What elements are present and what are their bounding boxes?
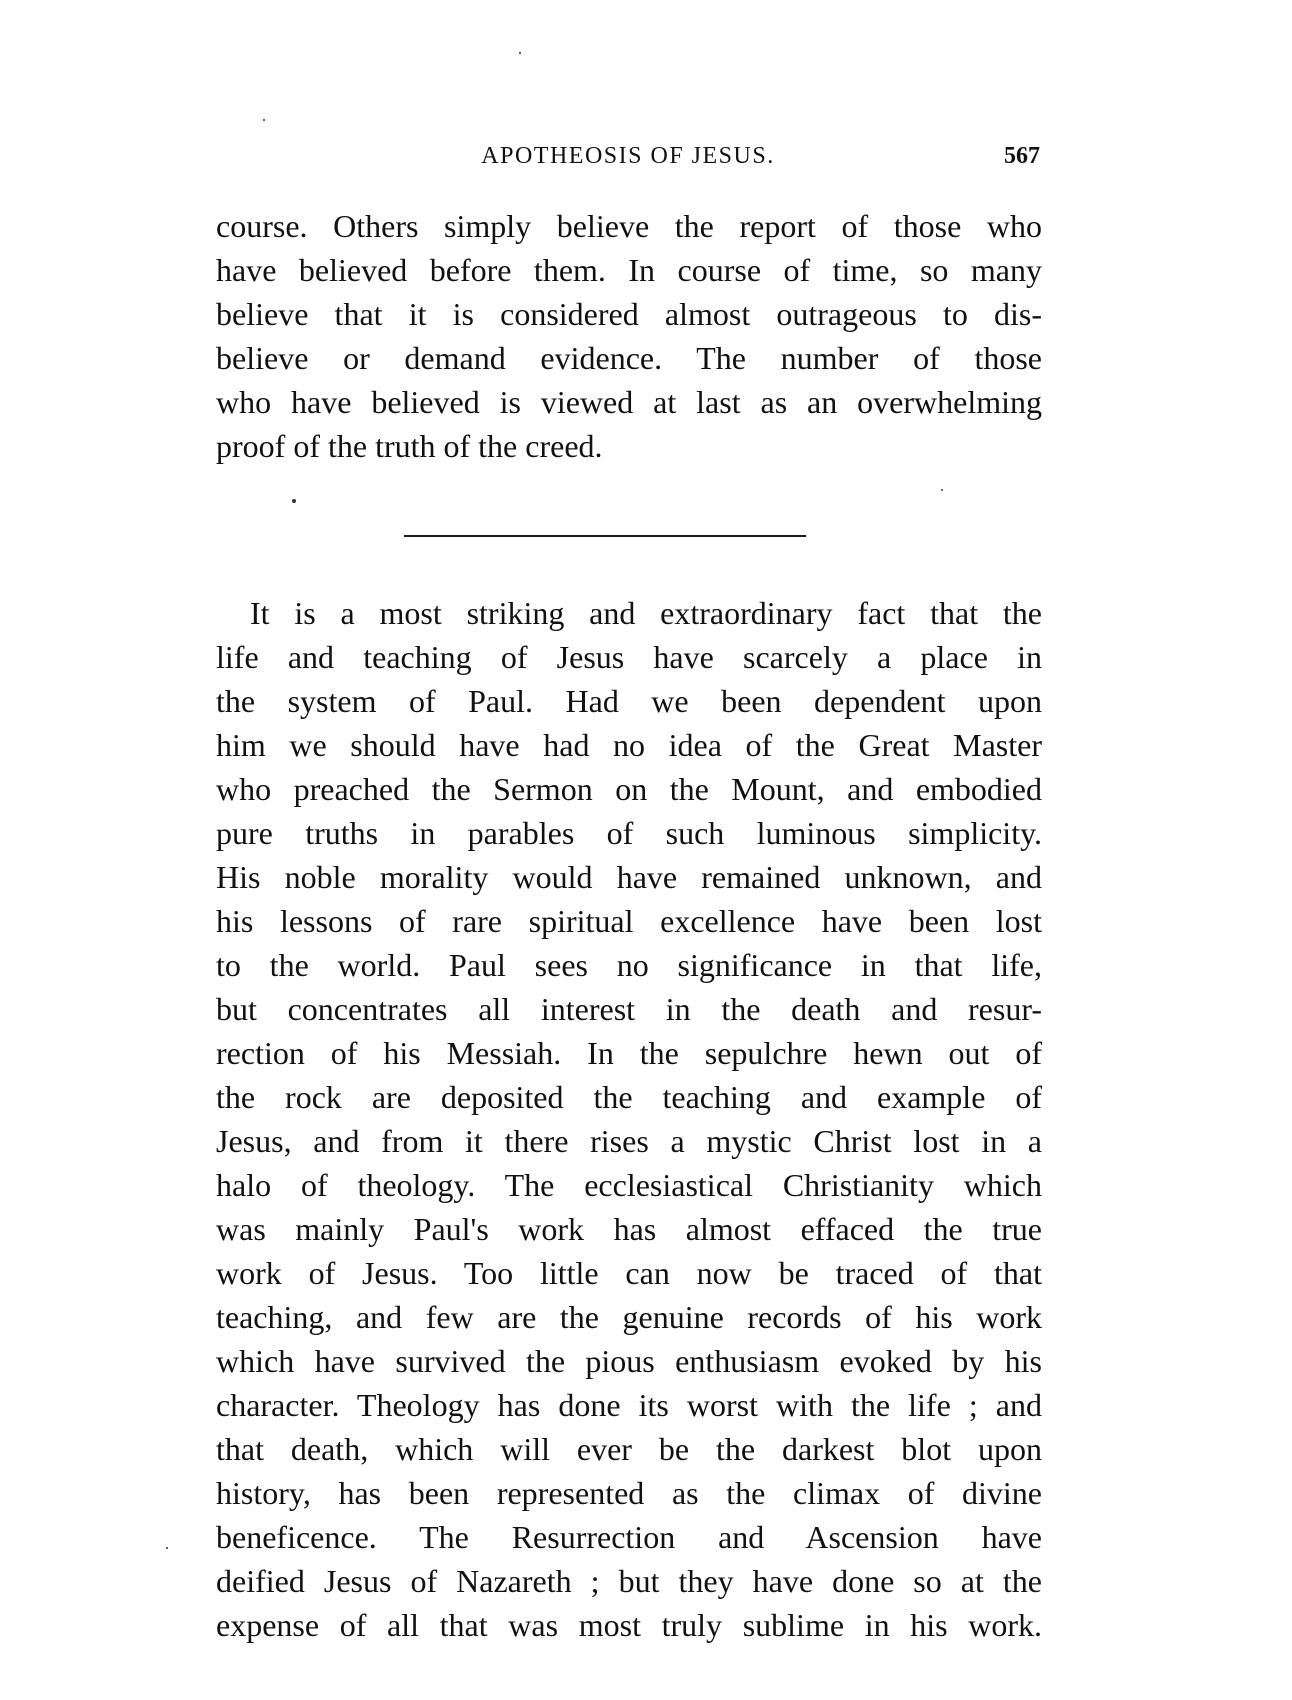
text-line: pure truths in parables of such luminous simplicity. bbox=[216, 815, 1042, 851]
text-line: which have survived the pious enthusiasm evoked by his bbox=[216, 1343, 1042, 1379]
text-line: was mainly Paul's work has almost effaced the true bbox=[216, 1211, 1042, 1247]
text-line: who preached the Sermon on the Mount, and embodied bbox=[216, 771, 1042, 807]
text-line: that death, which will ever be the darkest blot upon bbox=[216, 1431, 1042, 1467]
paragraph-continued bbox=[216, 204, 1042, 468]
text-line: Jesus, and from it there rises a mystic Christ lost in a bbox=[216, 1123, 1042, 1159]
text-line: life and teaching of Jesus have scarcely a place in bbox=[216, 639, 1042, 675]
text-line: have believed before them. In course of time, so many bbox=[216, 252, 1042, 288]
text-line: expense of all that was most truly sublime in his work. bbox=[216, 1607, 1042, 1643]
text-line: history, has been represented as the climax of divine bbox=[216, 1475, 1042, 1511]
text-line: It is a most striking and extraordinary fact that the bbox=[250, 595, 1042, 631]
scan-speck bbox=[166, 1547, 168, 1549]
running-title: APOTHEOSIS OF JESUS. bbox=[481, 143, 775, 169]
text-line: to the world. Paul sees no significance in that life, bbox=[216, 947, 1042, 983]
scan-speck bbox=[941, 489, 943, 491]
running-head bbox=[216, 143, 1040, 173]
text-line: but concentrates all interest in the death and resur- bbox=[216, 991, 1042, 1027]
scan-speck bbox=[263, 119, 265, 121]
scan-speck bbox=[519, 52, 521, 54]
text-line: believe or demand evidence. The number of those bbox=[216, 340, 1042, 376]
page-number: 567 bbox=[1004, 143, 1040, 169]
text-line: course. Others simply believe the report of those who bbox=[216, 208, 1042, 244]
text-line: deified Jesus of Nazareth ; but they have done so at the bbox=[216, 1563, 1042, 1599]
text-line: the rock are deposited the teaching and example of bbox=[216, 1079, 1042, 1115]
text-line: halo of theology. The ecclesiastical Christianity which bbox=[216, 1167, 1042, 1203]
text-line: him we should have had no idea of the Great Master bbox=[216, 727, 1042, 763]
scan-speck bbox=[292, 499, 296, 503]
text-line: his lessons of rare spiritual excellence have been lost bbox=[216, 903, 1042, 939]
paragraph-main bbox=[216, 591, 1042, 1647]
text-line: teaching, and few are the genuine records of his work bbox=[216, 1299, 1042, 1335]
text-line: beneficence. The Resurrection and Ascension have bbox=[216, 1519, 1042, 1555]
text-line: who have believed is viewed at last as an overwhelming bbox=[216, 384, 1042, 420]
section-divider bbox=[404, 535, 806, 537]
text-line: His noble morality would have remained unknown, and bbox=[216, 859, 1042, 895]
text-line: proof of the truth of the creed. bbox=[216, 428, 603, 464]
text-line: character. Theology has done its worst with the life ; and bbox=[216, 1387, 1042, 1423]
text-line: believe that it is considered almost outrageous to dis- bbox=[216, 296, 1042, 332]
text-line: the system of Paul. Had we been dependent upon bbox=[216, 683, 1042, 719]
text-line: work of Jesus. Too little can now be traced of that bbox=[216, 1255, 1042, 1291]
text-line: rection of his Messiah. In the sepulchre hewn out of bbox=[216, 1035, 1042, 1071]
